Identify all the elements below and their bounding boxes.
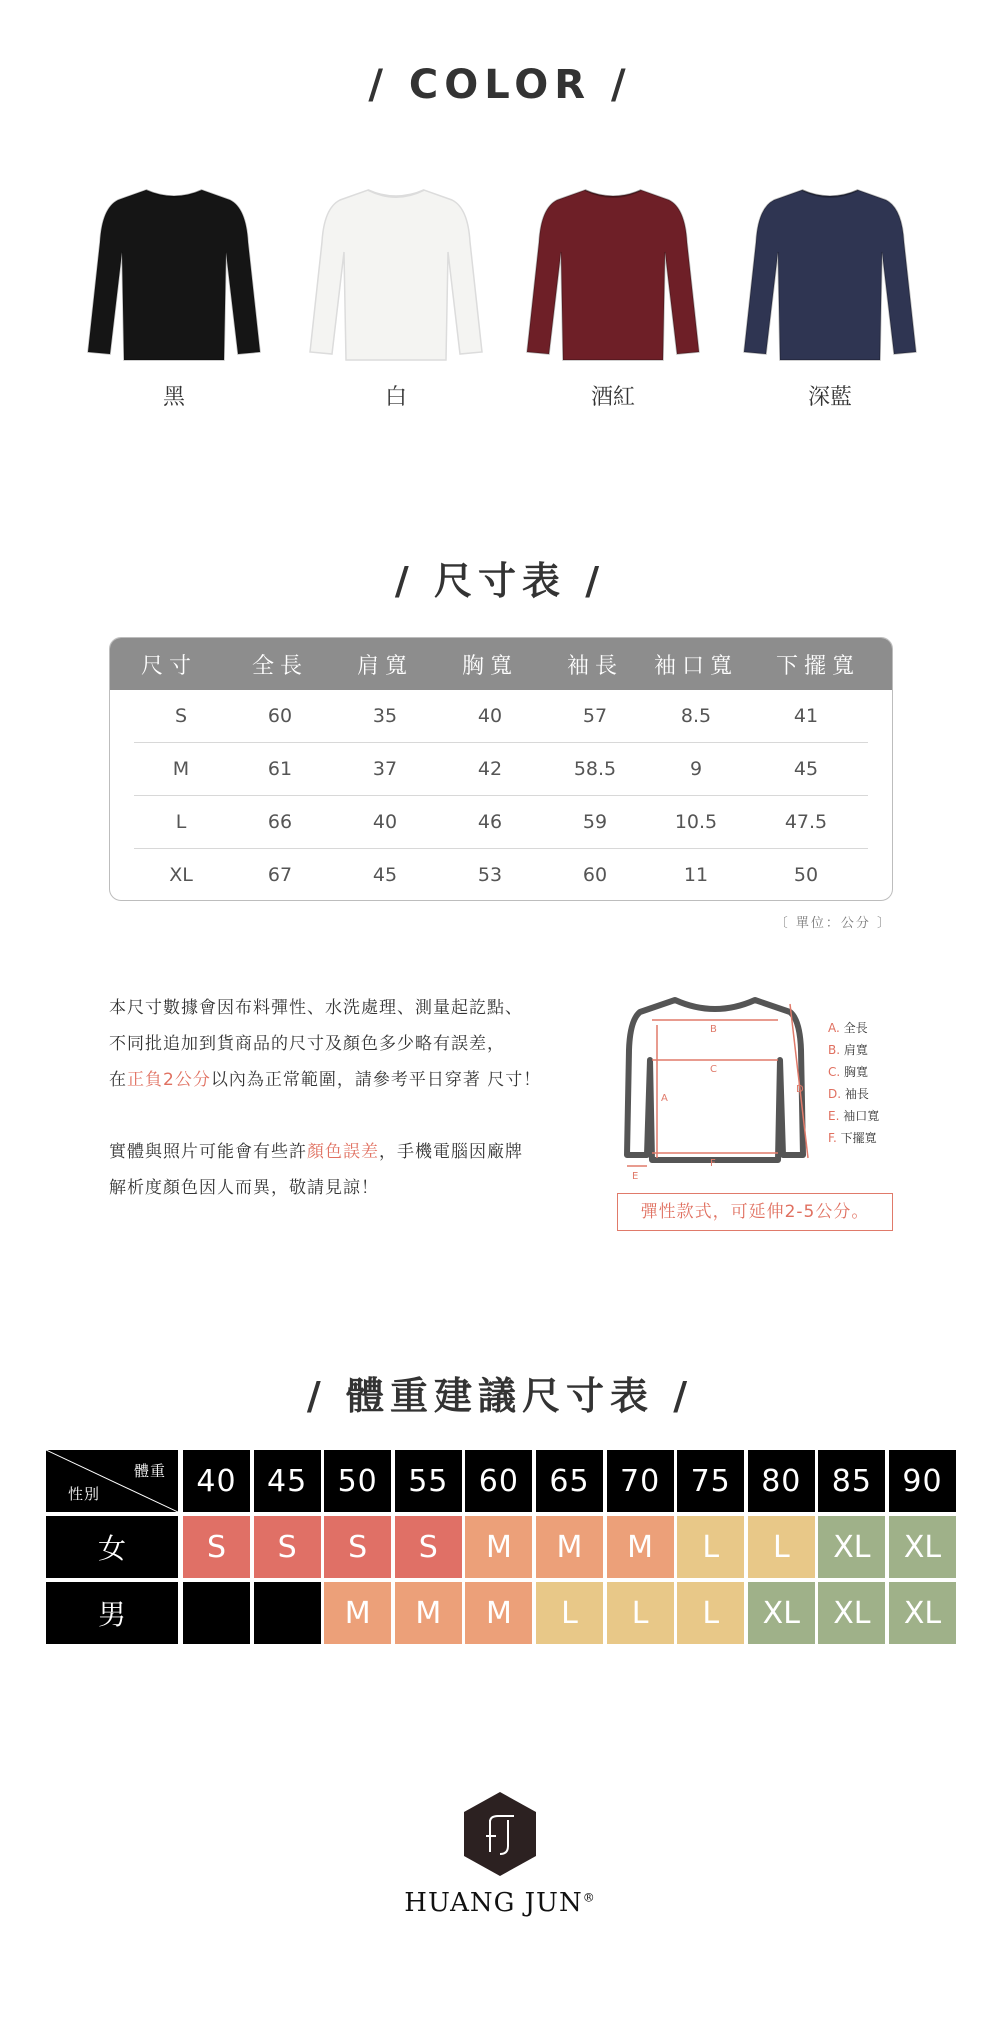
size-cell: 59: [582, 811, 608, 833]
size-cell: 40: [372, 811, 398, 833]
size-cell: XL: [169, 864, 193, 886]
size-recommendation-cell: XL: [748, 1582, 815, 1644]
size-recommendation-cell: M: [324, 1582, 391, 1644]
legend-item: [828, 1061, 879, 1083]
empty-cell: [183, 1582, 250, 1644]
marker-c: C: [710, 1064, 717, 1075]
note-line: 解析度顏色因人而異，敬請見諒！: [109, 1178, 379, 1198]
weight-header-cell: 65: [536, 1450, 603, 1512]
size-notes: [109, 990, 589, 1206]
legend-item: [828, 1039, 879, 1061]
size-cell: 47.5: [784, 811, 828, 833]
color-swatch: [306, 182, 486, 411]
note-text: 以內為正常範圍，請參考平日穿著 尺寸！: [210, 1070, 542, 1090]
size-header-cell: 胸寬: [461, 653, 518, 679]
marker-a: A: [661, 1093, 668, 1104]
legend-label: 胸寬: [844, 1065, 869, 1079]
legend-item: [828, 1105, 879, 1127]
marker-d: D: [796, 1084, 804, 1095]
size-header-cell: 全長: [251, 653, 308, 679]
size-recommendation-cell: XL: [889, 1582, 956, 1644]
marker-e: E: [632, 1171, 639, 1180]
brand-name-text: HUANG JUN: [404, 1888, 583, 1918]
size-table-body: [110, 690, 892, 901]
size-cell: 67: [267, 864, 293, 886]
stretch-note: 彈性款式，可延伸2-5公分。: [617, 1193, 893, 1231]
size-section-title: / 尺寸表 /: [394, 559, 606, 603]
color-section-title: / COLOR /: [368, 62, 632, 108]
weight-header-cell: 60: [465, 1450, 532, 1512]
size-recommendation-cell: L: [677, 1516, 744, 1578]
size-cell: 61: [267, 758, 293, 780]
size-header-cell: 下擺寬: [775, 653, 860, 679]
size-header-cell: 袖口寬: [653, 653, 738, 679]
size-cell: 35: [372, 705, 398, 727]
color-swatch: [740, 182, 920, 411]
size-cell: 57: [582, 705, 608, 727]
size-cell: 60: [267, 705, 293, 727]
note-line: 本尺寸數據會因布料彈性、水洗處理、測量起訖點、: [109, 998, 523, 1018]
weight-header-cell: 70: [607, 1450, 674, 1512]
legend-key: A.: [828, 1021, 840, 1035]
size-cell: 8.5: [680, 705, 712, 727]
legend-item: [828, 1127, 879, 1149]
size-header-cell: 肩寬: [356, 653, 413, 679]
size-recommendation-cell: L: [677, 1582, 744, 1644]
size-cell: 42: [477, 758, 503, 780]
size-recommendation-cell: XL: [818, 1582, 885, 1644]
size-recommendation-cell: S: [395, 1516, 462, 1578]
brand-logo-icon: [460, 1790, 540, 1878]
shirt-icon: [740, 182, 920, 362]
weight-header-cell: 85: [818, 1450, 885, 1512]
note-text: 實體與照片可能會有些許: [109, 1142, 307, 1162]
legend-key: C.: [828, 1065, 841, 1079]
size-cell: 50: [793, 864, 819, 886]
color-name: 白: [384, 385, 407, 410]
legend-key: F.: [828, 1131, 837, 1145]
weight-header-cell: 80: [748, 1450, 815, 1512]
marker-f: F: [710, 1158, 716, 1169]
size-table-row: [134, 743, 868, 796]
color-diff-highlight: 顏色誤差: [307, 1142, 379, 1162]
legend-label: 肩寬: [843, 1043, 868, 1057]
size-cell: 41: [793, 705, 819, 727]
note-line: 不同批追加到貨商品的尺寸及顏色多少略有誤差，: [109, 1034, 505, 1054]
size-cell: 45: [793, 758, 819, 780]
weight-header-cell: 50: [324, 1450, 391, 1512]
legend-label: 全長: [843, 1021, 868, 1035]
size-cell: 10.5: [674, 811, 718, 833]
size-table-header: [110, 638, 892, 690]
size-cell: 40: [477, 705, 503, 727]
color-swatch: [84, 182, 264, 411]
size-table-row: [134, 690, 868, 743]
size-cell: M: [172, 758, 190, 780]
note-line: [109, 1062, 589, 1098]
color-name: 黑: [162, 385, 185, 410]
weight-header-cell: 40: [183, 1450, 250, 1512]
shirt-icon: [306, 182, 486, 362]
legend-label: 袖長: [844, 1087, 869, 1101]
weight-header-cell: 55: [395, 1450, 462, 1512]
weight-section-title: / 體重建議尺寸表 /: [306, 1374, 694, 1418]
weight-gender-corner: [46, 1450, 178, 1512]
shirt-icon: [523, 182, 703, 362]
note-spacer: [109, 1098, 589, 1134]
size-cell: 9: [689, 758, 703, 780]
size-recommendation-cell: S: [324, 1516, 391, 1578]
weight-header-cell: 45: [254, 1450, 321, 1512]
gender-cell: 女: [46, 1516, 178, 1578]
size-cell: 45: [372, 864, 398, 886]
size-recommendation-cell: L: [748, 1516, 815, 1578]
size-cell: 11: [683, 864, 709, 886]
size-recommendation-cell: M: [536, 1516, 603, 1578]
size-recommendation-cell: M: [465, 1582, 532, 1644]
shirt-icon: [84, 182, 264, 362]
size-recommendation-cell: XL: [818, 1516, 885, 1578]
size-cell: L: [175, 811, 187, 833]
legend-key: B.: [828, 1043, 841, 1057]
legend-label: 下擺寬: [840, 1131, 877, 1145]
color-name: 深藍: [807, 385, 852, 410]
size-recommendation-cell: XL: [889, 1516, 956, 1578]
empty-cell: [254, 1582, 321, 1644]
size-recommendation-cell: M: [465, 1516, 532, 1578]
size-recommendation-cell: S: [183, 1516, 250, 1578]
size-cell: 60: [582, 864, 608, 886]
measurement-diagram: [615, 990, 815, 1180]
weight-header-cell: 90: [889, 1450, 956, 1512]
size-cell: 53: [477, 864, 503, 886]
legend-key: D.: [828, 1087, 842, 1101]
registered-mark: ®: [582, 1890, 596, 1905]
corner-weight-label: 體重: [133, 1462, 166, 1480]
size-header-cell: 袖長: [566, 653, 623, 679]
size-cell: 46: [477, 811, 503, 833]
size-table-row: [134, 849, 868, 901]
size-recommendation-cell: S: [254, 1516, 321, 1578]
unit-note: 〔 單位：公分 〕: [774, 916, 892, 931]
size-recommendation-cell: M: [395, 1582, 462, 1644]
size-table: [109, 637, 893, 901]
weight-header-cell: 75: [677, 1450, 744, 1512]
size-cell: 58.5: [573, 758, 617, 780]
legend-label: 袖口寬: [843, 1109, 880, 1123]
color-swatch: [523, 182, 703, 411]
note-line: [109, 1134, 589, 1170]
size-cell: 66: [267, 811, 293, 833]
size-cell: S: [174, 705, 188, 727]
gender-cell: 男: [46, 1582, 178, 1644]
corner-gender-label: 性別: [68, 1485, 101, 1503]
legend-item: [828, 1017, 879, 1039]
size-header-cell: 尺寸: [140, 653, 197, 679]
size-recommendation-cell: M: [607, 1516, 674, 1578]
size-recommendation-cell: L: [536, 1582, 603, 1644]
tolerance-highlight: 正負2公分: [127, 1070, 211, 1090]
note-text: ，手機電腦因廠牌: [379, 1142, 523, 1162]
brand-name: [0, 1888, 1000, 1918]
size-recommendation-cell: L: [607, 1582, 674, 1644]
size-cell: 37: [372, 758, 398, 780]
color-name: 酒紅: [590, 385, 635, 410]
note-text: 在: [109, 1070, 127, 1090]
legend-item: [828, 1083, 879, 1105]
measurement-legend: [828, 1017, 879, 1149]
marker-b: B: [710, 1024, 717, 1035]
size-table-row: [134, 796, 868, 849]
legend-key: E.: [828, 1109, 840, 1123]
